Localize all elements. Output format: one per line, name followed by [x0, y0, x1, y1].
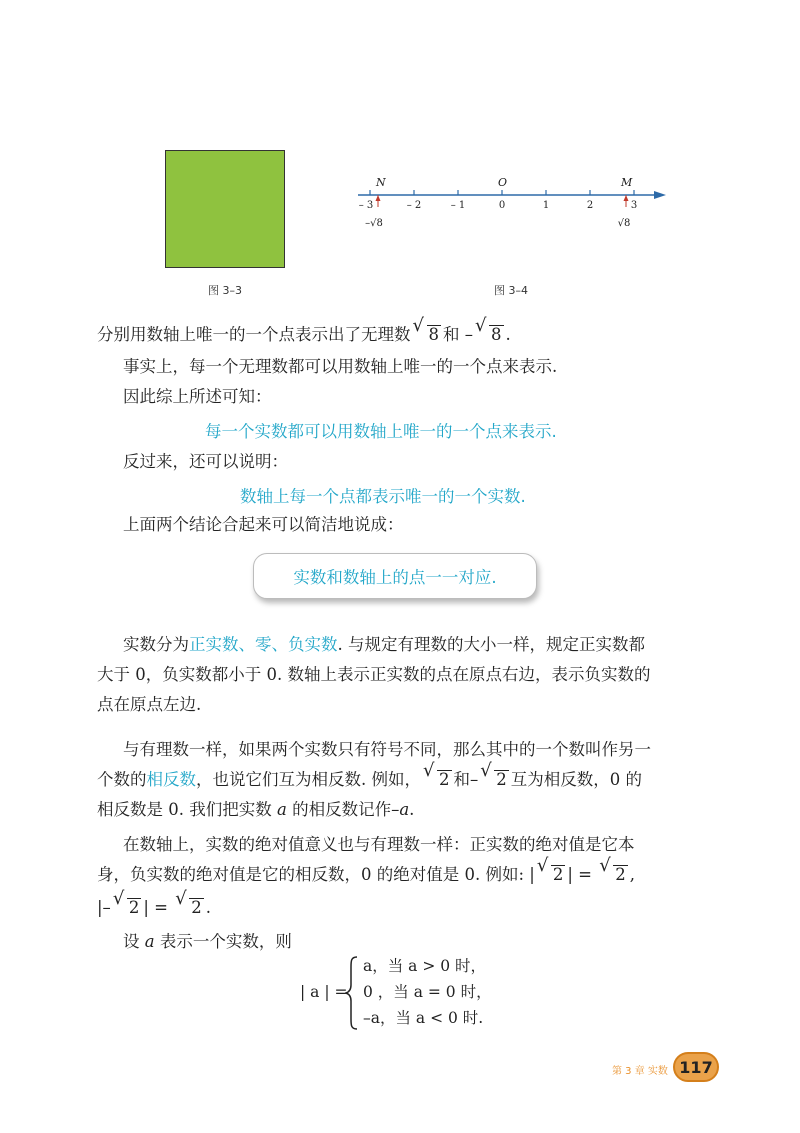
case-zero: 0 ，当 a = 0 时， — [363, 983, 492, 1001]
paragraph-3: 因此综上所述可知： — [123, 387, 272, 406]
pos-root-arrow-icon — [624, 195, 629, 201]
tick-label: 0 — [498, 200, 506, 211]
chapter-label: 第 3 章 实数 — [612, 1066, 668, 1077]
section1-line2: 大于 0，负实数都小于 0. 数轴上表示正实数的点在原点右边，表示负实数的 — [97, 665, 651, 684]
figure-caption-3-4: 图 3–4 — [494, 284, 528, 297]
left-brace-icon — [345, 955, 359, 1031]
label-O: O — [498, 176, 508, 189]
tick-label: 1 — [542, 200, 550, 211]
section1-line1: 实数分为正实数、零、负实数. 与规定有理数的大小一样，规定正实数都 — [123, 635, 645, 654]
keyword-opposite-number: 相反数 — [146, 770, 196, 789]
paragraph-2: 事实上，每一个无理数都可以用数轴上唯一的一个点来表示. — [123, 357, 558, 376]
axis-arrow-icon — [654, 191, 666, 199]
figure-caption-3-3: 图 3–3 — [208, 284, 242, 297]
section2-line2: 个数的相反数，也说它们互为相反数. 例如， √ 2 和– √ 2 互为相反数，0 的 — [97, 765, 642, 795]
tick-label: – 2 — [406, 200, 422, 211]
highlight-statement-1: 每一个实数都可以用数轴上唯一的一个点来表示. — [205, 422, 557, 441]
paragraph-5: 上面两个结论合起来可以简洁地说成： — [123, 515, 404, 534]
tick-label: 2 — [586, 200, 594, 211]
section1-line3: 点在原点左边. — [97, 695, 202, 714]
neg-root-arrow-icon — [376, 195, 381, 201]
sqrt-8-neg: √ 8 — [475, 315, 502, 344]
label-N: N — [376, 176, 386, 189]
section2-line3: 相反数是 0. 我们把实数 a 的相反数记作–a. — [97, 800, 415, 819]
section2-line1: 与有理数一样，如果两个实数只有符号不同，那么其中的一个数叫作另一 — [123, 740, 651, 759]
paragraph-4: 反过来，还可以说明： — [123, 452, 288, 471]
number-line-figure — [340, 172, 680, 244]
case-negative: –a，当 a < 0 时. — [363, 1009, 484, 1027]
label-M: M — [621, 176, 633, 189]
conclusion-callout-box — [253, 553, 537, 599]
sqrt-2: √ 2 — [423, 760, 450, 789]
callout-text: 实数和数轴上的点一一对应. — [293, 568, 497, 587]
paragraph-1: 分别用数轴上唯一的一个点表示出了无理数 √ 8 和 – √ 8 . — [97, 320, 511, 350]
abs-value-lhs: | a | = — [300, 983, 348, 1001]
section3-line2: 身，负实数的绝对值是它的相反数，0 的绝对值是 0. 例如: | √ 2 | = √ 2 , — [97, 855, 635, 884]
keyword-real-types: 正实数、零、负实数 — [189, 635, 338, 654]
sqrt-2-neg: √ 2 — [480, 760, 507, 789]
section4-intro: 设 a 表示一个实数，则 — [123, 932, 292, 951]
tick-label: 3 — [630, 200, 638, 211]
case-positive: a，当 a > 0 时， — [363, 957, 487, 975]
section3-line1: 在数轴上，实数的绝对值意义也与有理数一样：正实数的绝对值是它本 — [123, 835, 635, 854]
highlight-statement-2: 数轴上每一个点都表示唯一的一个实数. — [240, 487, 526, 506]
tick-label: – 3 — [358, 200, 374, 211]
pos-root-label: √8 — [617, 218, 631, 229]
neg-root-label: –√8 — [365, 218, 383, 229]
section3-line3: |– √ 2 | = √ 2 . — [97, 888, 211, 917]
page-number-badge: 117 — [673, 1052, 719, 1082]
sqrt-8: √ 8 — [412, 315, 439, 344]
green-square-figure — [165, 150, 285, 268]
tick-label: – 1 — [450, 200, 466, 211]
